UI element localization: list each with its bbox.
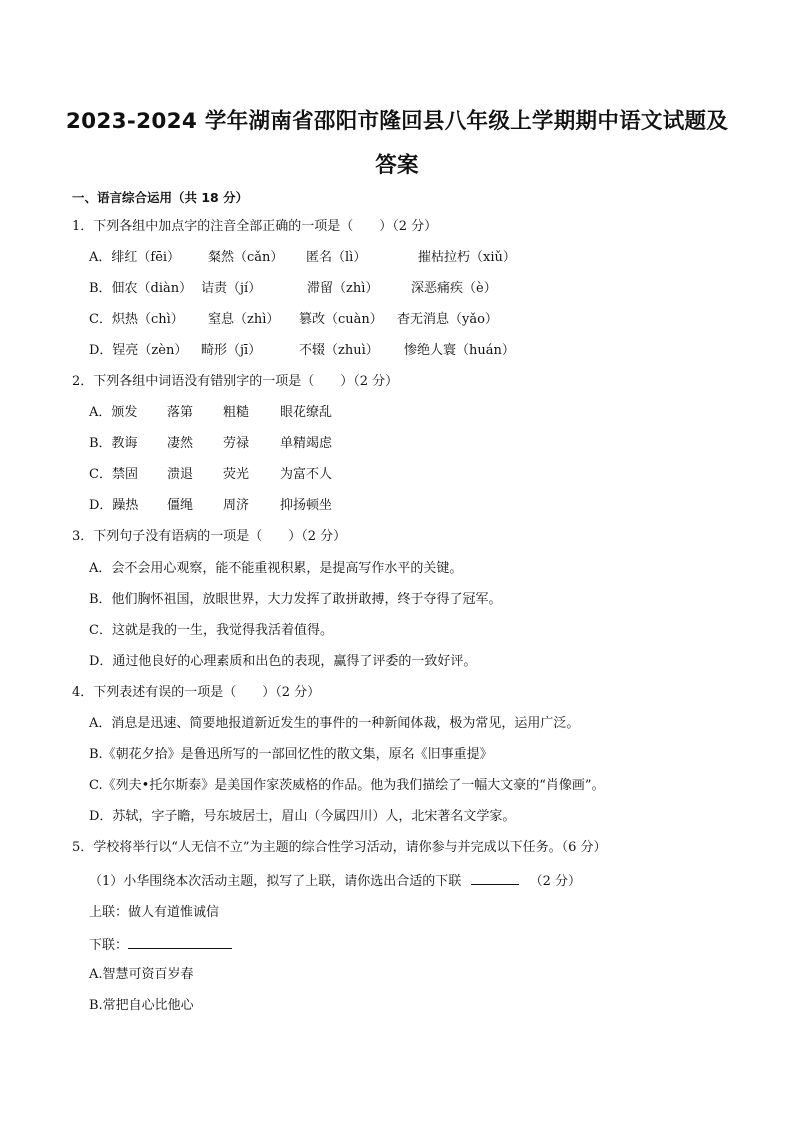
q2-a-1: A．颁发	[89, 405, 138, 420]
q2-a-2: 落第	[167, 405, 194, 420]
couplet-lower-blank[interactable]	[128, 936, 232, 949]
question-2-option-a	[89, 405, 332, 421]
question-4-stem: 4．下列表述有误的一项是（ ）（2 分）	[72, 685, 321, 700]
question-1-stem: 1．下列各组中加点字的注音全部正确的一项是（ ）（2 分）	[72, 219, 438, 234]
question-2-option-c	[89, 467, 332, 483]
q1-b-3: 滞留（zhì）	[307, 281, 379, 296]
q2-c-1: C．禁固	[89, 467, 138, 482]
q2-b-4: 单精竭虑	[280, 436, 333, 451]
couplet-lower	[89, 936, 232, 954]
q1-c-1: C．炽热（chì）	[89, 312, 184, 327]
q2-c-2: 溃退	[167, 467, 194, 482]
section-heading: 一、语言综合运用（共 18 分）	[72, 190, 249, 205]
q2-a-4: 眼花缭乱	[280, 405, 333, 420]
q1-b-4: 深恶痛疾（è）	[411, 281, 497, 296]
q1-b-2: 诘责（jí）	[201, 281, 262, 296]
q1-a-3: 匿名（lì）	[306, 250, 367, 265]
question-3-stem: 3．下列句子没有语病的一项是（ ）（2 分）	[72, 529, 347, 544]
q1-a-2: 粲然（cǎn）	[208, 250, 284, 265]
q1-a-1: A．绯红（fēi）	[89, 250, 181, 265]
question-4-option-b: B.《朝花夕拾》是鲁迅所写的一部回忆性的散文集，原名《旧事重提》	[89, 747, 493, 762]
q2-c-3: 荧光	[223, 467, 250, 482]
question-5-stem: 5．学校将举行以“人无信不立”为主题的综合性学习活动，请你参与并完成以下任务。（6 分）	[72, 840, 607, 855]
q2-a-3: 粗糙	[223, 405, 250, 420]
question-3-option-a: A．会不会用心观察，能不能重视积累，是提高写作水平的关键。	[89, 561, 463, 576]
question-3-option-c: C．这就是我的一生，我觉得我活着值得。	[89, 623, 333, 638]
q1-c-2: 窒息（zhì）	[208, 312, 280, 327]
answer-blank[interactable]	[471, 872, 519, 885]
q1-a-4: 摧枯拉朽（xiǔ）	[418, 250, 516, 265]
q2-d-3: 周济	[223, 498, 250, 513]
couplet-lower-label: 下联：	[89, 938, 129, 953]
q1-d-2: 畸形（jī）	[201, 343, 262, 358]
q1-c-3: 篡改（cuàn）	[299, 312, 383, 327]
question-3-option-b: B．他们胸怀祖国，放眼世界，大力发挥了敢拼敢搏，终于夺得了冠军。	[89, 592, 502, 607]
q2-d-4: 抑扬顿坐	[280, 498, 333, 513]
question-1-option-d	[89, 343, 515, 359]
question-2-stem: 2．下列各组中词语没有错别字的一项是（ ）（2 分）	[72, 374, 399, 389]
question-5-option-a: A.智慧可资百岁春	[89, 967, 194, 982]
question-2-option-b	[89, 436, 332, 452]
question-3-option-d: D．通过他良好的心理素质和出色的表现，赢得了评委的一致好评。	[89, 654, 477, 669]
q2-b-3: 劳禄	[223, 436, 250, 451]
question-4-option-c: C.《列夫•托尔斯泰》是美国作家茨威格的作品。他为我们描绘了一幅大文豪的“肖像画”。	[89, 778, 605, 793]
question-5-sub1	[89, 872, 581, 890]
q1-c-4: 杳无消息（yǎo）	[397, 312, 498, 327]
q2-b-2: 凄然	[167, 436, 194, 451]
question-1-option-c	[89, 312, 498, 328]
question-1-option-a	[89, 250, 516, 266]
q1-d-3: 不辍（zhuì）	[299, 343, 379, 358]
question-2-option-d	[89, 498, 332, 514]
q2-b-1: B．教诲	[89, 436, 138, 451]
q1-b-1: B．佃农（diàn）	[89, 281, 193, 296]
q5-sub1-text: （1）小华围绕本次活动主题，拟写了上联，请你选出合适的下联	[89, 874, 462, 889]
question-4-option-d: D．苏轼，字子瞻，号东坡居士，眉山（今属四川）人，北宋著名文学家。	[89, 809, 516, 824]
document-title: 2023-2024 学年湖南省邵阳市隆回县八年级上学期期中语文试题及答案	[65, 109, 729, 178]
q1-d-4: 惨绝人寰（huán）	[404, 343, 515, 358]
question-5-option-b: B.常把自心比他心	[89, 998, 194, 1013]
question-1-option-b	[89, 281, 497, 297]
q2-c-4: 为富不人	[280, 467, 333, 482]
q2-d-2: 僵绳	[167, 498, 194, 513]
q2-d-1: D．躁热	[89, 498, 139, 513]
q5-sub1-score: （2 分）	[529, 874, 581, 889]
couplet-upper: 上联：做人有道惟诚信	[89, 905, 220, 920]
q1-d-1: D．锃亮（zèn）	[89, 343, 188, 358]
question-4-option-a: A．消息是迅速、简要地报道新近发生的事件的一种新闻体裁，极为常见，运用广泛。	[89, 716, 580, 731]
